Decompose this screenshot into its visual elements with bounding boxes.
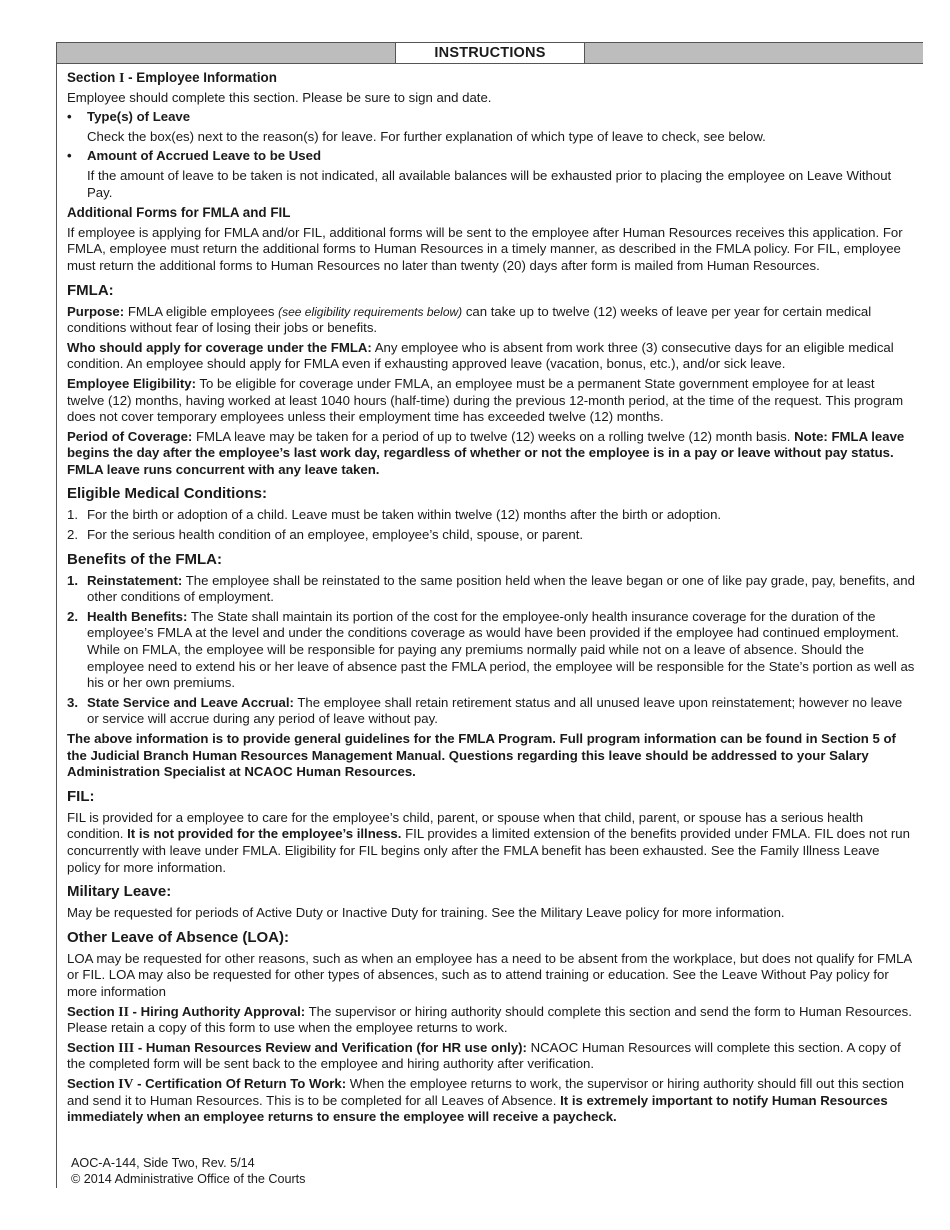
fmla-period-of-coverage: Period of Coverage: FMLA leave may be taken for a period of up to twelve (12) weeks on a rolling twelve (12) month basis. Note: FMLA leave begins the day after the employee’s last work day, regardless of whether or not the employee is in a pay or leave without pay status. FMLA leave runs concurrent with any leave taken. bbox=[67, 428, 905, 477]
fmla-eligibility: Employee Eligibility: To be eligible for coverage under FMLA, an employee must be a permanent State government employee for at least twelve (12) months, having worked at least 1040 hours (half-time) during the previous 12-month period, at the time of the request. This program does not cover temporary employees unless their employment time has exceeded twelve (12) months. bbox=[67, 375, 904, 425]
loa-text: LOA may be requested for other reasons, such as when an employee has a need to be absent from the workplace, but does not qualify for FMLA or FIL. LOA may also be requested for other types of absences, such as to attend training or education. See the Leave Without Pay policy for more information bbox=[67, 950, 912, 999]
bullet-text: If the amount of leave to be taken is not indicated, all available balances will be exhausted prior to placing the employee on Leave Without Pay. bbox=[87, 167, 892, 200]
additional-forms-heading: Additional Forms for FMLA and FIL bbox=[67, 205, 291, 221]
bullet-type-of-leave bbox=[67, 109, 915, 145]
page-footer bbox=[71, 1155, 305, 1187]
header-bar bbox=[57, 42, 923, 64]
benefit-item-state-service: 3. State Service and Leave Accrual: The employee shall retain retirement status and all unused leave upon reinstatement; however no leave or service will accrue during any period of leave without pay. bbox=[67, 694, 903, 727]
bullet-dot-icon: • bbox=[67, 109, 72, 125]
fmla-who-should-apply: Who should apply for coverage under the FMLA: Any employee who is absent from work three (3) consecutive days for an eligible medical condition. An employee should apply for FMLA even if exhausting approved leave (vacation, bonus, etc.), and/or sick leave. bbox=[67, 339, 894, 372]
loa-heading: Other Leave of Absence (LOA): bbox=[67, 928, 289, 946]
fmla-purpose: Purpose: FMLA eligible employees (see eligibility requirements below) can take up to twelve (12) weeks of leave per year for certain medical conditions without fear of losing their jobs or benefits. bbox=[67, 303, 872, 336]
bullet-accrued-leave bbox=[67, 148, 915, 201]
bullet-dot-icon: • bbox=[67, 148, 72, 164]
conditions-heading: Eligible Medical Conditions: bbox=[67, 485, 268, 503]
benefit-item-reinstatement: 1. Reinstatement: The employee shall be reinstated to the same position held when the leave began or one of like pay grade, pay, benefits, and other conditions of employment. bbox=[67, 572, 915, 605]
page-title: INSTRUCTIONS bbox=[395, 42, 585, 64]
section-4-text: Section IV - Certification Of Return To Work: When the employee returns to work, the supervisor or hiring authority should fill out this section and send it to Human Resources. This is to be completed for all Leaves of Absence. It is extremely important to notify Human Resources immediately when an employee returns to ensure the employee will receive a paycheck. bbox=[67, 1075, 904, 1125]
section-1-intro: Employee should complete this section. Please be sure to sign and date. bbox=[67, 89, 492, 105]
benefits-guideline: The above information is to provide general guidelines for the FMLA Program. Full program information can be found in Section 5 of the Judicial Branch Human Resources Management Manual. Questions regarding this leave should be addressed to your Salary Administration Specialist at NCAOC Human Resources. bbox=[67, 731, 896, 780]
benefit-item-health: 2. Health Benefits: The State shall maintain its portion of the cost for the employee-only health insurance coverage for the duration of the employee’s FMLA at the level and under the conditions coverage as would have been provided if the employee had continued employment. While on FMLA, the employee will be responsible for paying any premiums normally paid while not on a leave of absence. Should the employee need to extend his or her leave of absence past the FMLA period, the employee will be responsible for the State’s portion as well as his or her own premiums. bbox=[67, 608, 915, 691]
bullet-text: Check the box(es) next to the reason(s) for leave. For further explanation of which type of leave to check, see below. bbox=[87, 128, 766, 144]
fmla-heading: FMLA: bbox=[67, 281, 114, 299]
military-text: May be requested for periods of Active Duty or Inactive Duty for training. See the Military Leave policy for more information. bbox=[67, 905, 785, 921]
condition-item: 2. For the serious health condition of an employee, employee’s child, spouse, or parent. bbox=[67, 527, 584, 543]
instructions-page bbox=[56, 42, 923, 1188]
instructions-content bbox=[67, 70, 915, 1129]
section-1-heading: Section I - Employee Information bbox=[67, 70, 277, 85]
condition-item: 1. For the birth or adoption of a child. Leave must be taken within twelve (12) months after the birth or adoption. bbox=[67, 507, 722, 523]
fil-heading: FIL: bbox=[67, 787, 95, 805]
military-heading: Military Leave: bbox=[67, 883, 172, 901]
bullet-title: Amount of Accrued Leave to be Used bbox=[87, 148, 321, 164]
benefits-heading: Benefits of the FMLA: bbox=[67, 550, 222, 568]
section-3-text: Section III - Human Resources Review and Verification (for HR use only): NCAOC Human Resources will complete this section. A copy of the completed form will be sent back to the employee and hiring authority after verification. bbox=[67, 1039, 901, 1072]
form-id: AOC-A-144, Side Two, Rev. 5/14 bbox=[71, 1156, 255, 1170]
fil-text: FIL is provided for a employee to care for the employee’s child, parent, or spouse when that child, parent, or spouse has a serious health condition. It is not provided for the employee’s illness. FIL provides a limited extension of the benefits provided under FMLA. FIL does not run concurrently with leave under FMLA. Eligibility for FIL begins only after the FMLA benefit has been exhausted. See the Family Illness Leave policy for more information. bbox=[67, 809, 910, 875]
bullet-title: Type(s) of Leave bbox=[87, 109, 191, 125]
additional-forms-text: If employee is applying for FMLA and/or FIL, additional forms will be sent to the employee after Human Resources receives this application. For FMLA, employee must return the additional forms to Human Resources in a timely manner, as described in the FMLA policy. For FIL, employee must return the additional forms to Human Resources no later than twenty (20) days after form is mailed from Human Resources. bbox=[67, 224, 903, 273]
copyright: © 2014 Administrative Office of the Courts bbox=[71, 1172, 306, 1186]
section-2-text: Section II - Hiring Authority Approval: The supervisor or hiring authority should complete this section and send the form to Human Resources. Please retain a copy of this form to use when the employee returns to work. bbox=[67, 1003, 912, 1036]
